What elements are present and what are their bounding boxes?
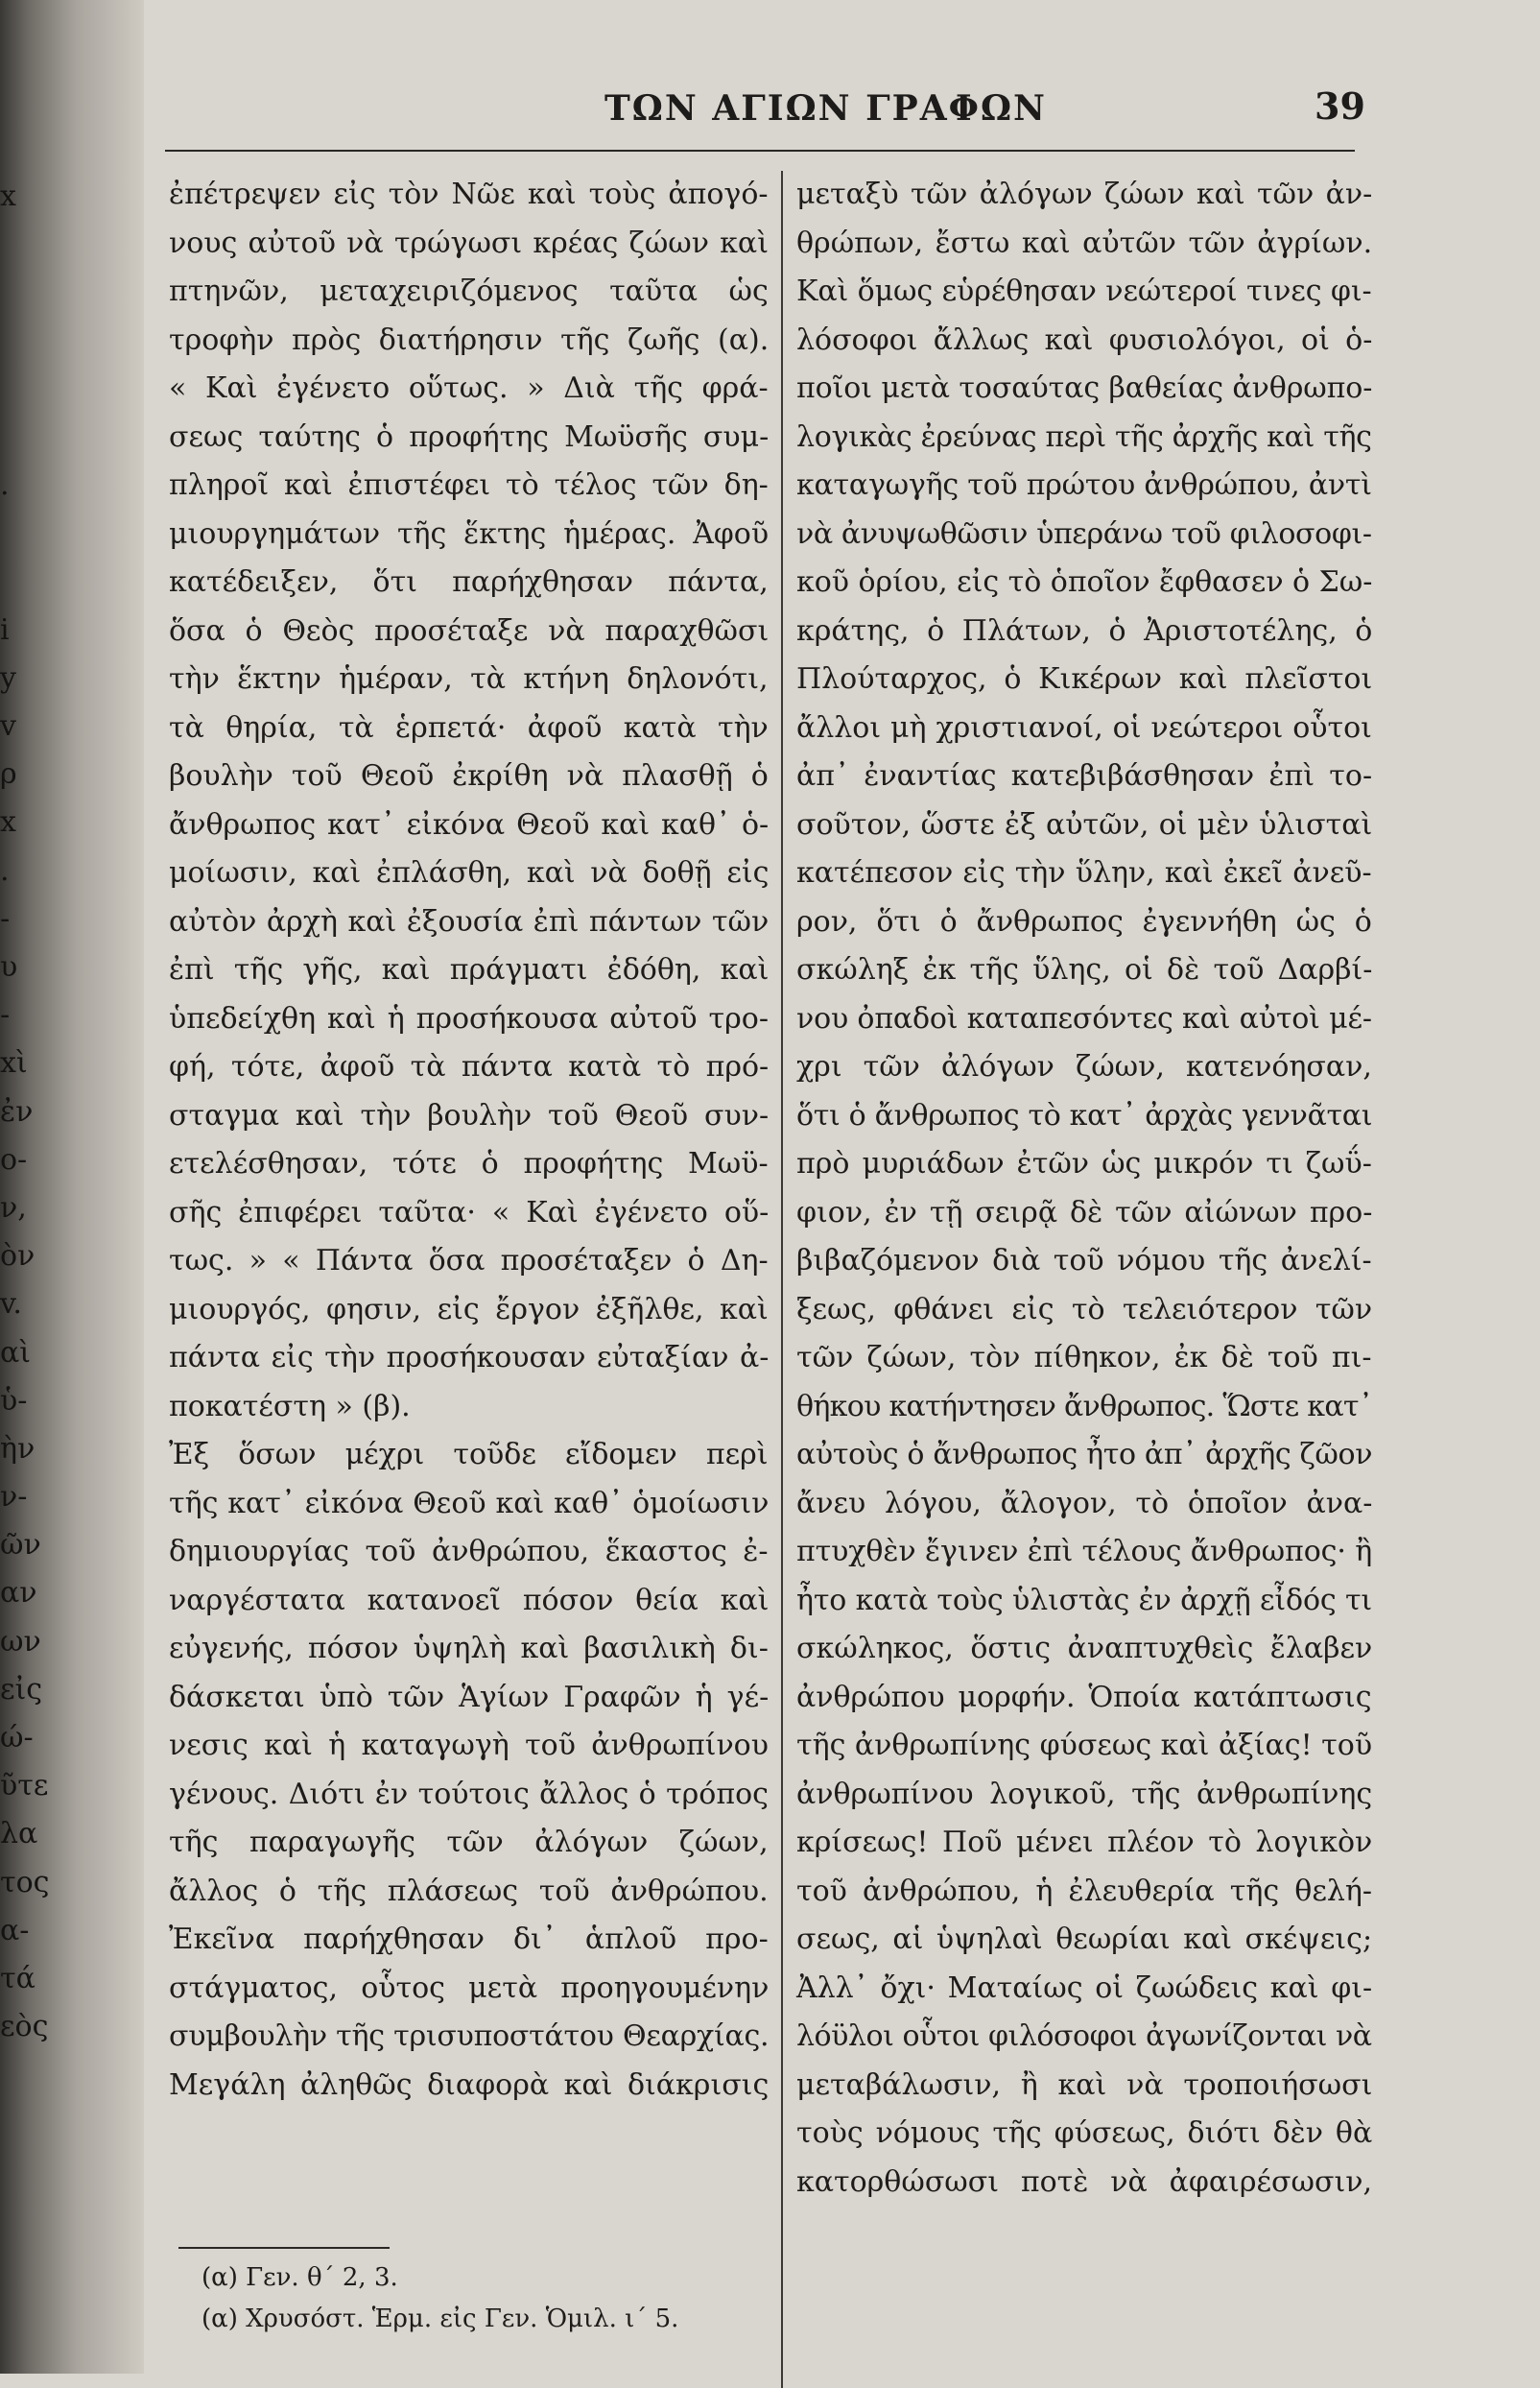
facing-page-fragment: ῦτε bbox=[0, 1769, 49, 1803]
facing-page-fragment bbox=[0, 510, 38, 558]
facing-page-fragment bbox=[0, 559, 38, 607]
text-line: ποῖοι μετὰ τοσαύτας βαθείας ἀνθρωπο- bbox=[796, 371, 1373, 405]
text-line: τῆς κατ᾽ εἰκόνα Θεοῦ καὶ καθ᾽ ὁμοίωσιν bbox=[169, 1486, 770, 1520]
footnote: (α) Γεν. θ΄ 2, 3. bbox=[201, 2263, 398, 2292]
text-line: σεως, αἱ ὑψηλαὶ θεωρίαι καὶ σκέψεις; bbox=[796, 1922, 1373, 1956]
text-line: τως. » « Πάντα ὅσα προσέταξεν ὁ Δη- bbox=[169, 1244, 769, 1278]
facing-page-fragment: ὸν bbox=[0, 1239, 36, 1274]
text-line: τοῦ ἀνθρώπου, ἡ ἐλευθερία τῆς θελή- bbox=[796, 1874, 1373, 1908]
text-line: βουλὴν τοῦ Θεοῦ ἐκρίθη νὰ πλασθῇ ὁ bbox=[169, 759, 769, 793]
text-line: τῆς ἀνθρωπίνης φύσεως καὶ ἀξίας! τοῦ bbox=[796, 1729, 1373, 1762]
text-line: Καὶ ὅμως εὑρέθησαν νεώτεροί τινες φι- bbox=[796, 275, 1372, 308]
facing-page-fragment: v bbox=[0, 709, 16, 744]
page-number: 39 bbox=[1315, 84, 1365, 128]
text-line: τὴν ἕκτην ἡμέραν, τὰ κτήνη δηλονότι, bbox=[169, 662, 769, 696]
text-line: Μεγάλη ἀληθῶς διαφορὰ καὶ διάκρισις bbox=[169, 2067, 770, 2102]
text-line: Ἀλλ᾽ ὄχι· Ματαίως οἱ ζωώδεις καὶ φι- bbox=[796, 1970, 1373, 2005]
facing-page-fragment: y bbox=[0, 660, 16, 695]
facing-page-fragments bbox=[0, 173, 50, 2051]
text-line: ἀνθρώπου μορφήν. Ὁποία κατάπτωσις bbox=[796, 1680, 1372, 1714]
text-line: ξεως, φθάνει εἰς τὸ τελειότερον τῶν bbox=[796, 1292, 1373, 1326]
text-line: σῆς ἐπιφέρει ταῦτα· « Καὶ ἐγένετο οὕ- bbox=[169, 1195, 770, 1230]
facing-page-fragment: - bbox=[0, 998, 11, 1033]
text-line: ἐπὶ τῆς γῆς, καὶ πράγματι ἐδόθη, καὶ bbox=[169, 953, 770, 987]
text-line: χρι τῶν ἀλόγων ζώων, κατενόησαν, bbox=[796, 1050, 1372, 1084]
text-line: τὰ θηρία, τὰ ἑρπετά· ἀφοῦ κατὰ τὴν bbox=[169, 710, 769, 745]
text-line: νεσις καὶ ἡ καταγωγὴ τοῦ ἀνθρωπίνου bbox=[169, 1729, 769, 1762]
facing-page-fragment: ν, bbox=[0, 1190, 27, 1225]
text-line: πρὸ μυριάδων ἐτῶν ὡς μικρόν τι ζωΰ- bbox=[796, 1147, 1372, 1181]
text-line: μιουργός, φησιν, εἰς ἔργον ἐξῆλθε, καὶ bbox=[169, 1292, 769, 1326]
facing-page-fragment: . bbox=[0, 853, 10, 888]
text-line: ναργέστατα κατανοεῖ πόσον θεία καὶ bbox=[169, 1583, 770, 1617]
text-line: νὰ ἀνυψωθῶσιν ὑπεράνω τοῦ φιλοσοφι- bbox=[796, 516, 1372, 551]
left-text-column bbox=[169, 171, 769, 2110]
text-line: τῶν ζώων, τὸν πίθηκον, ἐκ δὲ τοῦ πι- bbox=[796, 1341, 1372, 1374]
text-line: ποκατέστη » (β). bbox=[169, 1389, 411, 1423]
page-header bbox=[154, 84, 1365, 136]
text-line: γένους. Διότι ἐν τούτοις ἄλλος ὁ τρόπος bbox=[169, 1777, 769, 1811]
text-line: αὐτὸν ἀρχὴ καὶ ἐξουσία ἐπὶ πάντων τῶν bbox=[169, 904, 770, 939]
text-line: στάγματος, οὗτος μετὰ προηγουμένην bbox=[169, 1970, 770, 2005]
facing-page-fragment: εὸς bbox=[0, 2010, 49, 2044]
text-line: φιον, ἐν τῇ σειρᾷ δὲ τῶν αἰώνων προ- bbox=[796, 1195, 1373, 1230]
text-line: κράτης, ὁ Πλάτων, ὁ Ἀριστοτέλης, ὁ bbox=[796, 613, 1373, 648]
text-line: αὐτοὺς ὁ ἄνθρωπος ἦτο ἀπ᾽ ἀρχῆς ζῶον bbox=[796, 1438, 1373, 1471]
facing-page-fragment: αν bbox=[0, 1576, 37, 1611]
text-line: πτυχθὲν ἔγινεν ἐπὶ τέλους ἄνθρωπος· ἢ bbox=[796, 1535, 1373, 1568]
header-rule bbox=[165, 150, 1355, 152]
facing-page-fragment: - bbox=[0, 901, 11, 936]
text-line: μεταβάλωσιν, ἢ καὶ νὰ τροποιήσωσι bbox=[796, 2067, 1373, 2102]
facing-page-fragment: x bbox=[0, 179, 16, 213]
text-line: ὅτι ὁ ἄνθρωπος τὸ κατ᾽ ἀρχὰς γεννᾶται bbox=[796, 1098, 1373, 1133]
facing-page-fragment: ων bbox=[0, 1624, 41, 1659]
facing-page-fragment: αὶ bbox=[0, 1335, 32, 1370]
facing-page-fragment bbox=[0, 318, 38, 366]
text-line: φή, τότε, ἀφοῦ τὰ πάντα κατὰ τὸ πρό- bbox=[169, 1050, 770, 1084]
text-line: σταγμα καὶ τὴν βουλὴν τοῦ Θεοῦ συν- bbox=[169, 1098, 770, 1133]
text-line: λογικὰς ἐρεύνας περὶ τῆς ἀρχῆς καὶ τῆς bbox=[796, 419, 1372, 454]
facing-page-fragment: εἰς bbox=[0, 1672, 43, 1707]
text-line: νους αὐτοῦ νὰ τρώγωσι κρέας ζώων καὶ bbox=[169, 226, 769, 260]
facing-page-fragment: ο- bbox=[0, 1142, 28, 1177]
facing-page-fragment bbox=[0, 221, 38, 269]
facing-page-fragment bbox=[0, 269, 38, 317]
text-line: ἄνευ λόγου, ἄλογον, τὸ ὁποῖον ἀνα- bbox=[796, 1486, 1373, 1520]
text-line: ἀνθρωπίνου λογικοῦ, τῆς ἀνθρωπίνης bbox=[796, 1777, 1373, 1811]
text-line: πάντα εἰς τὴν προσήκουσαν εὐταξίαν ἀ- bbox=[169, 1341, 770, 1374]
text-line: θήκου κατήντησεν ἄνθρωπος. Ὥστε κατ᾽ bbox=[796, 1389, 1373, 1423]
text-line: δάσκεται ὑπὸ τῶν Ἁγίων Γραφῶν ἡ γέ- bbox=[169, 1680, 770, 1714]
facing-page-fragment: x bbox=[0, 805, 16, 840]
text-line: τῆς παραγωγῆς τῶν ἀλόγων ζώων, bbox=[169, 1826, 769, 1859]
text-line: ρον, ὅτι ὁ ἄνθρωπος ἐγεννήθη ὡς ὁ bbox=[796, 904, 1372, 939]
text-line: μιουργημάτων τῆς ἕκτης ἡμέρας. Ἀφοῦ bbox=[169, 516, 770, 551]
text-line: ἄνθρωπος κατ᾽ εἰκόνα Θεοῦ καὶ καθ᾽ ὁ- bbox=[169, 807, 770, 842]
text-line: κατέδειξεν, ὅτι παρήχθησαν πάντα, bbox=[169, 565, 769, 599]
text-line: πληροῖ καὶ ἐπιστέφει τὸ τέλος τῶν δη- bbox=[169, 468, 769, 502]
facing-page-fragment: ῶν bbox=[0, 1528, 41, 1563]
facing-page-fragment: τος bbox=[0, 1865, 50, 1899]
text-line: μεταξὺ τῶν ἀλόγων ζώων καὶ τῶν ἀν- bbox=[796, 178, 1373, 211]
text-line: κατέπεσον εἰς τὴν ὕλην, καὶ ἐκεῖ ἀνεῦ- bbox=[796, 856, 1372, 890]
text-line: κρίσεως! Ποῦ μένει πλέον τὸ λογικὸν bbox=[796, 1826, 1373, 1859]
text-line: σκώληκος, ὅστις ἀναπτυχθεὶς ἔλαβεν bbox=[796, 1632, 1373, 1665]
footnote: (α) Χρυσόστ. Ἑρμ. εἰς Γεν. Ὁμιλ. ι΄ 5. bbox=[201, 2304, 679, 2333]
text-line: λόσοφοι ἄλλως καὶ φυσιολόγοι, οἱ ὁ- bbox=[796, 322, 1373, 357]
facing-page-fragment: ρ bbox=[0, 757, 17, 792]
facing-page-fragment: τά bbox=[0, 1961, 36, 1995]
text-line: μοίωσιν, καὶ ἐπλάσθη, καὶ νὰ δοθῇ εἰς bbox=[169, 856, 770, 890]
facing-page-fragment: α- bbox=[0, 1913, 30, 1947]
facing-page-fragment bbox=[0, 366, 38, 414]
text-line: εὐγενής, πόσον ὑψηλὴ καὶ βασιλικὴ δι- bbox=[169, 1632, 769, 1665]
text-line: ἐπέτρεψεν εἰς τὸν Νῶε καὶ τοὺς ἀπογό- bbox=[169, 178, 769, 211]
running-title: ΤΩΝ ΑΓΙΩΝ ΓΡΑΦΩΝ bbox=[604, 88, 1047, 129]
text-line: βιβαζόμενον διὰ τοῦ νόμου τῆς ἀνελί- bbox=[796, 1244, 1372, 1278]
footnote-rule bbox=[178, 2247, 390, 2249]
text-line: ετελέσθησαν, τότε ὁ προφήτης Μωϋ- bbox=[169, 1147, 769, 1181]
facing-page-fragment: ἐν bbox=[0, 1094, 34, 1129]
text-line: τοὺς νόμους τῆς φύσεως, διότι δὲν θὰ bbox=[796, 2116, 1373, 2150]
right-text-column bbox=[796, 171, 1372, 2207]
text-line: Ἐκεῖνα παρήχθησαν δι᾽ ἁπλοῦ προ- bbox=[169, 1922, 769, 1956]
text-line: σκώληξ ἐκ τῆς ὕλης, οἱ δὲ τοῦ Δαρβί- bbox=[796, 953, 1373, 987]
text-line: σοῦτον, ὥστε ἐξ αὐτῶν, οἱ μὲν ὑλισταὶ bbox=[796, 807, 1373, 842]
text-line: θρώπων, ἔστω καὶ αὐτῶν τῶν ἀγρίων. bbox=[796, 226, 1373, 260]
text-line: ἦτο κατὰ τοὺς ὑλιστὰς ἐν ἀρχῇ εἶδός τι bbox=[796, 1583, 1373, 1617]
text-line: σεως ταύτης ὁ προφήτης Μωϋσῆς συμ- bbox=[169, 419, 770, 454]
text-line: δημιουργίας τοῦ ἀνθρώπου, ἕκαστος ἐ- bbox=[169, 1535, 769, 1568]
text-line: νου ὀπαδοὶ καταπεσόντες καὶ αὐτοὶ μέ- bbox=[796, 1001, 1372, 1036]
text-line: ἄλλοι μὴ χριστιανοί, οἱ νεώτεροι οὗτοι bbox=[796, 710, 1372, 745]
text-line: καταγωγῆς τοῦ πρώτου ἀνθρώπου, ἀντὶ bbox=[796, 468, 1372, 502]
text-line: ὅσα ὁ Θεὸς προσέταξε νὰ παραχθῶσι bbox=[169, 613, 770, 648]
facing-page-fragment bbox=[0, 414, 38, 462]
text-line: ἄλλος ὁ τῆς πλάσεως τοῦ ἀνθρώπου. bbox=[169, 1874, 769, 1908]
facing-page-fragment: ώ- bbox=[0, 1721, 34, 1755]
text-line: κοῦ ὁρίου, εἰς τὸ ὁποῖον ἔφθασεν ὁ Σω- bbox=[796, 565, 1373, 599]
facing-page-fragment: ὑ- bbox=[0, 1383, 28, 1418]
text-line: τροφὴν πρὸς διατήρησιν τῆς ζωῆς (α). bbox=[169, 322, 770, 357]
facing-page-fragment: . bbox=[0, 468, 10, 503]
facing-page-fragment: ὴν bbox=[0, 1431, 36, 1466]
text-line: ἀπ᾽ ἐναντίας κατεβιβάσθησαν ἐπὶ το- bbox=[796, 759, 1373, 793]
facing-page-fragment: ν- bbox=[0, 1480, 28, 1515]
column-divider bbox=[781, 171, 783, 2388]
facing-page-fragment: v. bbox=[0, 1287, 22, 1322]
text-line: Πλούταρχος, ὁ Κικέρων καὶ πλεῖστοι bbox=[796, 662, 1373, 696]
text-line: συμβουλὴν τῆς τρισυποστάτου Θεαρχίας. bbox=[169, 2019, 770, 2053]
facing-page-fragment: xὶ bbox=[0, 1046, 28, 1081]
text-line: λόϋλοι οὗτοι φιλόσοφοι ἀγωνίζονται νὰ bbox=[796, 2019, 1372, 2053]
text-line: πτηνῶν, μεταχειριζόμενος ταῦτα ὡς bbox=[169, 275, 769, 308]
footnotes bbox=[201, 2257, 678, 2340]
facing-page-fragment: υ bbox=[0, 950, 18, 984]
text-line: Ἐξ ὅσων μέχρι τοῦδε εἴδομεν περὶ bbox=[169, 1438, 769, 1471]
facing-page-fragment: i bbox=[0, 612, 10, 647]
text-line: « Καὶ ἐγένετο οὕτως. » Διὰ τῆς φρά- bbox=[169, 371, 769, 405]
text-line: κατορθώσωσι ποτὲ νὰ ἀφαιρέσωσιν, bbox=[796, 2164, 1373, 2199]
facing-page-fragment: λα bbox=[0, 1817, 38, 1851]
text-line: ὑπεδείχθη καὶ ἡ προσήκουσα αὐτοῦ τρο- bbox=[169, 1001, 769, 1036]
